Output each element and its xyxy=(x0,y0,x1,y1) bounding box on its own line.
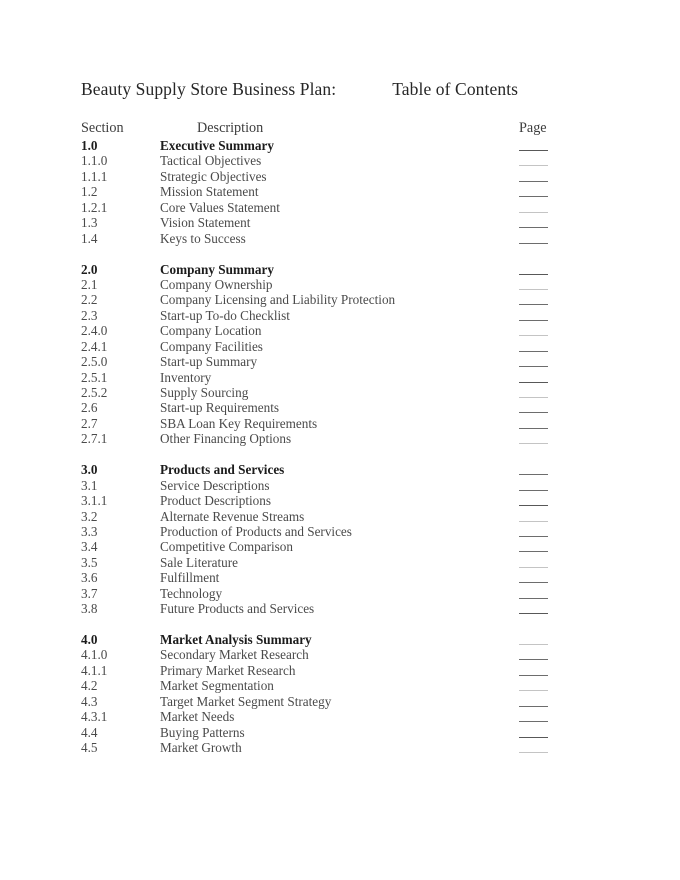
row-section-number: 4.3.1 xyxy=(81,709,108,725)
page-number-blank-line xyxy=(519,382,548,383)
page-number-blank-line xyxy=(519,428,548,429)
table-row xyxy=(0,231,680,246)
table-row xyxy=(0,339,680,354)
table-row xyxy=(0,323,680,338)
page-number-blank-line xyxy=(519,196,548,197)
row-section-number: 3.0 xyxy=(81,462,98,478)
table-row xyxy=(0,725,680,740)
row-description: Fulfillment xyxy=(160,570,220,586)
table-row xyxy=(0,663,680,678)
row-description: Company Summary xyxy=(160,261,274,277)
page-number-blank-line xyxy=(519,721,548,722)
table-row xyxy=(0,493,680,508)
table-row xyxy=(0,354,680,369)
table-row xyxy=(0,431,680,446)
row-section-number: 1.2.1 xyxy=(81,199,108,215)
table-row xyxy=(0,478,680,493)
page-number-blank-line xyxy=(519,644,548,645)
row-description: Service Descriptions xyxy=(160,477,270,493)
page-number-blank-line xyxy=(519,690,548,691)
page-number-blank-line xyxy=(519,212,548,213)
group-spacer xyxy=(0,447,680,462)
page-number-blank-line xyxy=(519,351,548,352)
table-row xyxy=(0,138,680,153)
row-description: Company Ownership xyxy=(160,276,273,292)
group-spacer xyxy=(0,246,680,261)
table-row xyxy=(0,555,680,570)
row-description: Target Market Segment Strategy xyxy=(160,693,332,709)
row-description: Company Location xyxy=(160,323,262,339)
row-description: Future Products and Services xyxy=(160,601,315,617)
table-row xyxy=(0,370,680,385)
table-row xyxy=(0,539,680,554)
row-section-number: 1.1.0 xyxy=(81,153,108,169)
row-description: Products and Services xyxy=(160,462,285,478)
row-section-number: 1.2 xyxy=(81,184,98,200)
row-section-number: 2.5.0 xyxy=(81,354,108,370)
row-description: Strategic Objectives xyxy=(160,168,267,184)
row-section-number: 3.8 xyxy=(81,601,98,617)
table-row xyxy=(0,647,680,662)
row-section-number: 4.1.1 xyxy=(81,662,108,678)
row-description: Company Licensing and Liability Protection xyxy=(160,292,396,308)
column-header-page: Page xyxy=(519,120,547,136)
page-number-blank-line xyxy=(519,536,548,537)
column-header-section: Section xyxy=(81,120,124,136)
row-description: Tactical Objectives xyxy=(160,153,262,169)
row-description: Buying Patterns xyxy=(160,724,245,740)
page-title-secondary: Table of Contents xyxy=(392,79,519,99)
table-row xyxy=(0,586,680,601)
table-row xyxy=(0,215,680,230)
row-section-number: 1.1.1 xyxy=(81,168,108,184)
page-number-blank-line xyxy=(519,304,548,305)
page-number-blank-line xyxy=(519,227,548,228)
page-number-blank-line xyxy=(519,737,548,738)
row-description: Alternate Revenue Streams xyxy=(160,508,305,524)
row-section-number: 1.0 xyxy=(81,138,98,153)
row-section-number: 2.6 xyxy=(81,400,98,416)
row-description: Primary Market Research xyxy=(160,662,296,678)
row-section-number: 2.0 xyxy=(81,261,98,277)
row-description: Keys to Success xyxy=(160,230,246,246)
page-number-blank-line xyxy=(519,551,548,552)
table-row xyxy=(0,400,680,415)
table-row xyxy=(0,462,680,477)
row-section-number: 2.7.1 xyxy=(81,431,108,447)
row-description: Other Financing Options xyxy=(160,431,292,447)
table-row xyxy=(0,601,680,616)
row-section-number: 4.4 xyxy=(81,724,98,740)
row-section-number: 2.5.1 xyxy=(81,369,108,385)
row-section-number: 2.4.0 xyxy=(81,323,108,339)
page-number-blank-line xyxy=(519,521,548,522)
row-section-number: 4.5 xyxy=(81,740,98,756)
page-number-blank-line xyxy=(519,505,548,506)
page-title-main: Beauty Supply Store Business Plan: xyxy=(81,79,337,99)
table-row xyxy=(0,184,680,199)
page-number-blank-line xyxy=(519,366,548,367)
row-description: Supply Sourcing xyxy=(160,385,249,400)
row-description: Technology xyxy=(160,585,223,601)
page-number-blank-line xyxy=(519,397,548,398)
page-number-blank-line xyxy=(519,490,548,491)
table-row xyxy=(0,262,680,277)
table-row xyxy=(0,385,680,400)
table-row xyxy=(0,416,680,431)
row-description: Sale Literature xyxy=(160,554,238,570)
page-number-blank-line xyxy=(519,706,548,707)
page-number-blank-line xyxy=(519,659,548,660)
table-row xyxy=(0,509,680,524)
table-row xyxy=(0,292,680,307)
table-row xyxy=(0,678,680,693)
group-spacer xyxy=(0,617,680,632)
table-header-row xyxy=(0,118,680,138)
page-number-blank-line xyxy=(519,752,548,753)
row-section-number: 2.7 xyxy=(81,415,98,431)
row-section-number: 2.2 xyxy=(81,292,98,308)
table-row xyxy=(0,740,680,755)
page-number-blank-line xyxy=(519,165,548,166)
row-section-number: 1.4 xyxy=(81,230,98,246)
page-title xyxy=(81,79,518,100)
row-section-number: 3.5 xyxy=(81,554,98,570)
page-number-blank-line xyxy=(519,567,548,568)
row-section-number: 4.0 xyxy=(81,632,98,647)
page-number-blank-line xyxy=(519,474,548,475)
row-section-number: 2.4.1 xyxy=(81,338,108,354)
row-description: Competitive Comparison xyxy=(160,539,293,555)
row-description: Production of Products and Services xyxy=(160,523,352,539)
row-description: Secondary Market Research xyxy=(160,647,309,663)
page-number-blank-line xyxy=(519,443,548,444)
page-number-blank-line xyxy=(519,150,548,151)
table-row xyxy=(0,524,680,539)
row-description: Start-up Summary xyxy=(160,354,258,370)
page-number-blank-line xyxy=(519,243,548,244)
column-header-description: Description xyxy=(197,120,264,136)
row-description: Market Analysis Summary xyxy=(160,632,312,647)
row-description: Vision Statement xyxy=(160,215,251,231)
row-section-number: 3.6 xyxy=(81,570,98,586)
row-description: Core Values Statement xyxy=(160,199,280,215)
row-description: Product Descriptions xyxy=(160,493,271,509)
table-row xyxy=(0,200,680,215)
row-section-number: 4.3 xyxy=(81,693,98,709)
row-description: Mission Statement xyxy=(160,184,259,200)
row-description: SBA Loan Key Requirements xyxy=(160,415,318,431)
row-section-number: 3.1.1 xyxy=(81,493,108,509)
table-row xyxy=(0,632,680,647)
row-description: Market Needs xyxy=(160,709,235,725)
row-description: Inventory xyxy=(160,369,212,385)
row-description: Start-up To-do Checklist xyxy=(160,307,290,323)
page-number-blank-line xyxy=(519,181,548,182)
page-number-blank-line xyxy=(519,598,548,599)
row-section-number: 2.3 xyxy=(81,307,98,323)
row-section-number: 2.1 xyxy=(81,276,98,292)
table-row xyxy=(0,694,680,709)
table-row xyxy=(0,570,680,585)
row-description: Market Segmentation xyxy=(160,678,274,694)
row-section-number: 3.2 xyxy=(81,508,98,524)
table-row xyxy=(0,277,680,292)
row-section-number: 3.7 xyxy=(81,585,98,601)
row-description: Executive Summary xyxy=(160,138,274,153)
row-section-number: 3.3 xyxy=(81,523,98,539)
row-section-number: 1.3 xyxy=(81,215,98,231)
row-section-number: 4.2 xyxy=(81,678,98,694)
row-section-number: 2.5.2 xyxy=(81,385,108,400)
page-number-blank-line xyxy=(519,289,548,290)
page-number-blank-line xyxy=(519,613,548,614)
table-row xyxy=(0,153,680,168)
row-section-number: 4.1.0 xyxy=(81,647,108,663)
row-description: Market Growth xyxy=(160,740,242,756)
row-description: Start-up Requirements xyxy=(160,400,280,416)
row-section-number: 3.4 xyxy=(81,539,98,555)
page-number-blank-line xyxy=(519,320,548,321)
row-section-number: 3.1 xyxy=(81,477,98,493)
table-of-contents xyxy=(0,118,680,756)
row-description: Company Facilities xyxy=(160,338,263,354)
table-row xyxy=(0,709,680,724)
table-row xyxy=(0,308,680,323)
page-number-blank-line xyxy=(519,675,548,676)
page-number-blank-line xyxy=(519,582,548,583)
page-number-blank-line xyxy=(519,335,548,336)
table-row xyxy=(0,169,680,184)
page-number-blank-line xyxy=(519,412,548,413)
page-number-blank-line xyxy=(519,274,548,275)
